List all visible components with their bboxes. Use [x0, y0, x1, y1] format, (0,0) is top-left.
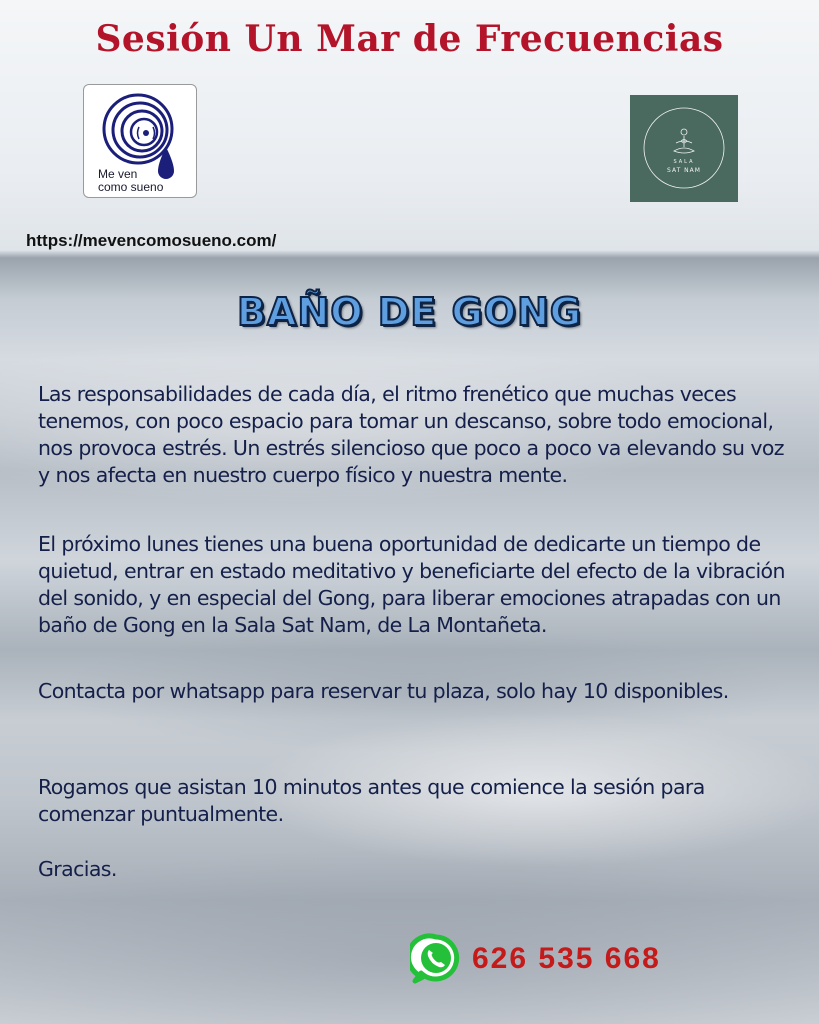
section-title: BAÑO DE GONG	[237, 290, 582, 334]
meditation-figure-icon	[630, 95, 738, 202]
phone-number[interactable]: 626 535 668	[472, 942, 661, 975]
paragraph-intro: Las responsabilidades de cada día, el ritmo frenético que muchas veces tenemos, con poco espacio para tomar un descanso, sobre todo emocional, nos provoca estrés. Un estrés silencioso que poco a poco va elevando su voz y nos afecta en nuestro cuerpo físico y nuestra mente.	[38, 382, 784, 487]
paragraph-thanks: Gracias.	[38, 857, 117, 881]
me-ven-como-sueno-logo	[83, 84, 197, 198]
paragraph-event: El próximo lunes tienes una buena oportunidad de dedicarte un tiempo de quietud, entrar en estado meditativo y beneficiarte del efecto de la vibración del sonido, y en especial del Gong, para liberar emociones atrapadas con un baño de Gong en la Sala Sat Nam, de La Montañeta.	[38, 532, 785, 637]
whatsapp-icon[interactable]	[410, 933, 462, 985]
sala-sat-nam-logo	[630, 95, 738, 202]
sala-name: SAT NAM	[667, 167, 701, 174]
paragraph-contact: Contacta por whatsapp para reservar tu plaza, solo hay 10 disponibles.	[38, 679, 729, 703]
page-title: Sesión Un Mar de Frecuencias	[95, 18, 724, 60]
sala-word: SALA	[673, 159, 695, 165]
website-link[interactable]: https://mevencomosueno.com/	[26, 231, 277, 250]
paragraph-request: Rogamos que asistan 10 minutos antes que comience la sesión para comenzar puntualmente.	[38, 775, 705, 826]
logo-text: Me ven como sueno	[98, 167, 164, 194]
